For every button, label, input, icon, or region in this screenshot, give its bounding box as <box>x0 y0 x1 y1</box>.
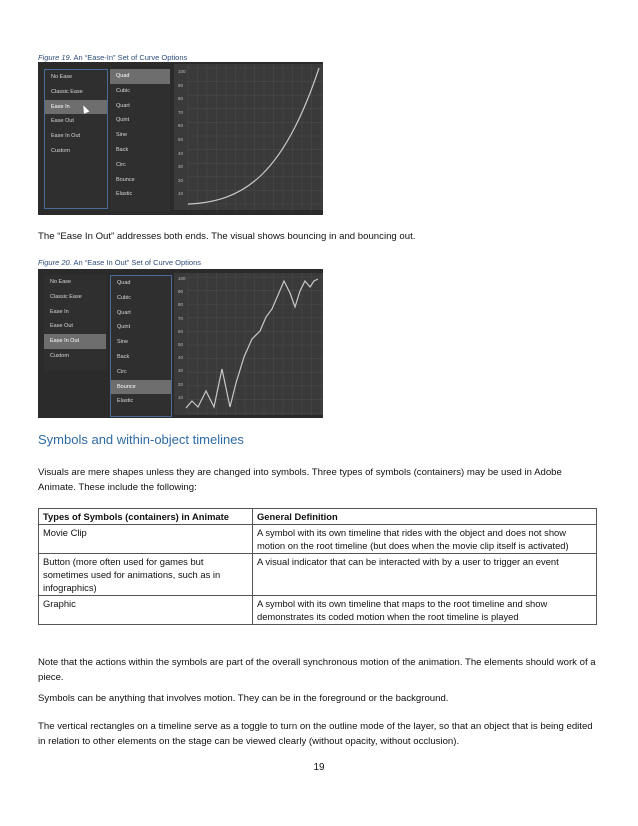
ease-option-classic-ease[interactable]: Classic Ease <box>50 293 82 300</box>
curve-type-list <box>110 69 170 211</box>
curve-option-bounce[interactable]: Bounce <box>116 176 135 183</box>
y-tick-label: 10 <box>178 191 184 197</box>
figure-20-caption <box>38 258 201 267</box>
y-tick-label: 20 <box>178 381 184 387</box>
ease-option-ease-in-out[interactable]: Ease In Out <box>44 334 106 349</box>
figure-20-title: An “Ease In Out” Set of Curve Options <box>73 258 202 267</box>
ease-option-custom[interactable]: Custom <box>50 352 69 359</box>
paragraph-symbols-intro: Visuals are mere shapes unless they are changed into symbols. Three types of symbols (containers) may be used in Adobe Animate. These include the following: <box>38 467 562 493</box>
curve-option-circ[interactable]: Circ <box>117 368 127 375</box>
curve-option-elastic[interactable]: Elastic <box>116 191 133 198</box>
y-tick-label: 80 <box>178 302 184 308</box>
curve-option-quad[interactable]: Quad <box>117 280 131 286</box>
curve-type-list <box>110 275 172 417</box>
ease-option-no-ease[interactable]: No Ease <box>50 279 72 285</box>
y-tick-label: 90 <box>178 289 184 295</box>
table-cell-type: Movie Clip <box>39 525 253 554</box>
y-tick-label: 100 <box>178 69 186 74</box>
symbols-table <box>38 508 597 625</box>
ease-option-ease-out[interactable]: Ease Out <box>51 118 74 125</box>
table-cell-type: Graphic <box>39 596 253 625</box>
y-tick-label: 70 <box>178 315 184 321</box>
y-tick-label: 50 <box>178 137 184 142</box>
table-header-definition: General Definition <box>253 509 597 525</box>
curve-option-quint[interactable]: Quint <box>116 117 130 124</box>
table-cell-type: Button (more often used for games but sometimes used for animations, such as in infographics) <box>39 554 253 596</box>
curve-option-quart[interactable]: Quart <box>117 309 131 316</box>
curve-option-circ[interactable]: Circ <box>116 161 126 168</box>
curve-option-elastic[interactable]: Elastic <box>117 398 134 405</box>
ease-option-ease-out[interactable]: Ease Out <box>50 323 73 330</box>
y-tick-label: 100 <box>178 276 186 281</box>
figure-19-caption <box>38 53 187 62</box>
page-number: 19 <box>313 762 325 773</box>
figure-20-label: Figure 20. <box>38 258 72 267</box>
table-row <box>39 596 597 625</box>
paragraph-note: Note that the actions within the symbols are part of the overall synchronous motion of the animation. The elements should work of a piece. <box>38 657 596 683</box>
y-tick-label: 60 <box>178 123 184 129</box>
curve-option-quart[interactable]: Quart <box>116 102 130 109</box>
ease-option-ease-in[interactable]: Ease In <box>45 100 107 115</box>
curve-graph <box>174 273 323 415</box>
y-tick-label: 70 <box>178 109 184 115</box>
table-cell-definition: A symbol with its own timeline that maps to the root timeline and show demonstrates its coded motion when the root timeline is played <box>253 596 597 625</box>
ease-option-custom[interactable]: Custom <box>51 147 70 154</box>
curve-graph-svg <box>174 273 323 415</box>
y-tick-label: 30 <box>178 164 184 170</box>
curve-option-sine[interactable]: Sine <box>116 132 128 139</box>
curve-option-back[interactable]: Back <box>117 353 130 360</box>
curve-graph-svg <box>174 64 323 210</box>
curve-option-cubic[interactable]: Cubic <box>117 294 132 301</box>
curve-graph <box>174 64 323 210</box>
paragraph-ease-in-out: The “Ease In Out” addresses both ends. The visual shows bouncing in and bouncing out. <box>38 231 416 242</box>
y-tick-label: 40 <box>178 150 184 156</box>
figure-20-screenshot <box>38 269 323 418</box>
curve-option-bounce[interactable]: Bounce <box>111 380 171 395</box>
ease-type-list <box>44 275 106 371</box>
y-tick-label: 40 <box>178 355 184 361</box>
table-row <box>39 525 597 554</box>
curve-option-quad[interactable]: Quad <box>110 69 170 84</box>
figure-19-label: Figure 19. <box>38 53 72 62</box>
y-tick-label: 90 <box>178 82 184 88</box>
y-tick-label: 30 <box>178 368 184 374</box>
table-header-types: Types of Symbols (containers) in Animate <box>39 509 253 525</box>
table-cell-definition: A visual indicator that can be interacted with by a user to trigger an event <box>253 554 597 596</box>
ease-option-no-ease[interactable]: No Ease <box>51 74 73 80</box>
ease-in-out-bounce-curve <box>186 279 318 408</box>
section-heading: Symbols and within-object timelines <box>38 432 244 447</box>
curve-option-back[interactable]: Back <box>116 146 129 153</box>
curve-option-quint[interactable]: Quint <box>117 324 131 331</box>
figure-19-title: An “Ease-In” Set of Curve Options <box>73 53 188 62</box>
paragraph-vertical-rectangles: The vertical rectangles on a timeline serve as a toggle to turn on the outline mode of the layer, so that an object that is being edited in relation to other elements on the stage can be viewed clearly (without opacity, without occlusion). <box>38 721 593 747</box>
y-tick-label: 60 <box>178 328 184 334</box>
y-tick-label: 20 <box>178 177 184 183</box>
y-tick-label: 50 <box>178 342 184 347</box>
table-header-row <box>39 509 597 525</box>
curve-option-cubic[interactable]: Cubic <box>116 87 131 94</box>
ease-option-ease-in-out[interactable]: Ease In Out <box>51 133 81 140</box>
table-row <box>39 554 597 596</box>
ease-option-classic-ease[interactable]: Classic Ease <box>51 88 83 95</box>
paragraph-motion: Symbols can be anything that involves motion. They can be in the foreground or the background. <box>38 693 449 704</box>
figure-19-screenshot <box>38 62 323 215</box>
table-cell-definition: A symbol with its own timeline that rides with the object and does not show motion on the root timeline (but does when the movie clip itself is activated) <box>253 525 597 554</box>
y-tick-label: 80 <box>178 96 184 102</box>
ease-option-ease-in[interactable]: Ease In <box>50 308 69 315</box>
ease-type-list <box>44 69 108 209</box>
y-tick-label: 10 <box>178 394 184 400</box>
curve-option-sine[interactable]: Sine <box>117 339 129 346</box>
